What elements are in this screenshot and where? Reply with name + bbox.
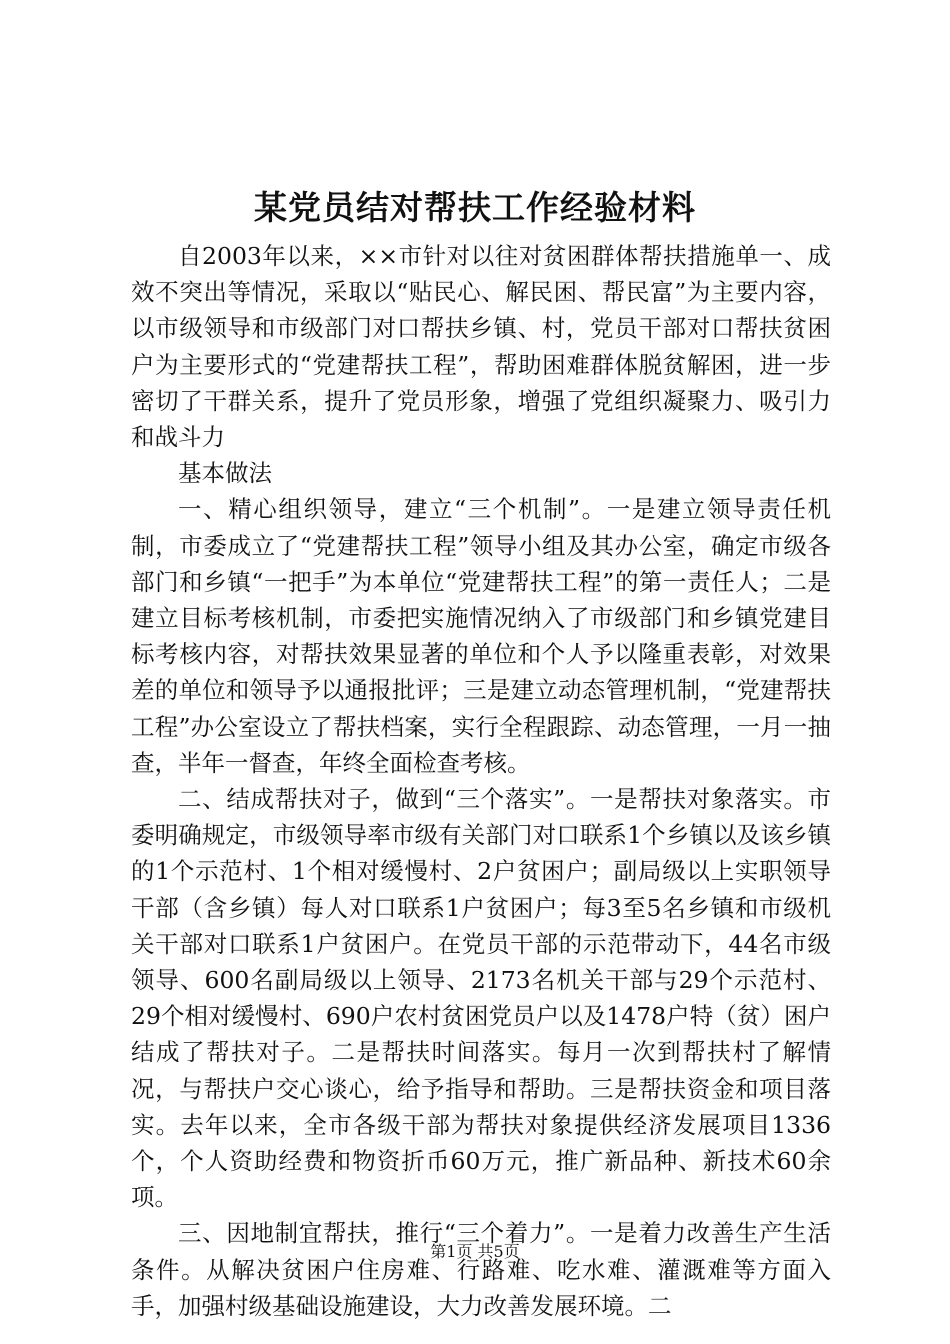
paragraph-heading-basic-methods: 基本做法 [178,459,272,488]
paragraph-section-3: 三、因地制宜帮扶，推行“三个着力”。一是着力改善生产生活条件。从解决贫困户住房难、行路难、吃水难、灌溉难等方面入手，加强村级基础设施建设，大力改善发展环境。二 [131,1219,831,1320]
paragraph-section-2: 二、结成帮扶对子，做到“三个落实”。一是帮扶对象落实。市委明确规定，市级领导率市级有关部门对口联系1个乡镇以及该乡镇的1个示范村、1个相对缓慢村、2户贫困户；副局级以上实职领导干部（含乡镇）每人对口联系1户贫困户；每3至5名乡镇和市级机关干部对口联系1户贫困户。在党员干部的示范带动下，44名市级领导、600名副局级以上领导、2173名机关干部与29个示范村、29个相对缓慢村、690户农村贫困党员户以及1478户特（贫）困户结成了帮扶对子。二是帮扶时间落实。每月一次到帮扶村了解情况，与帮扶户交心谈心，给予指导和帮助。三是帮扶资金和项目落实。去年以来，全市各级干部为帮扶对象提供经济发展项目1336个，个人资助经费和物资折币60万元，推广新品种、新技术60余项。 [131,785,831,1212]
paragraph-intro: 自2003年以来，××市针对以往对贫困群体帮扶措施单一、成效不突出等情况，采取以“贴民心、解民困、帮民富”为主要内容，以市级领导和市级部门对口帮扶乡镇、村，党员干部对口帮扶贫困户为主要形式的“党建帮扶工程”，帮助困难群体脱贫解困，进一步密切了干群关系，提升了党员形象，增强了党组织凝聚力、吸引力和战斗力 [131,242,831,452]
document-body [131,238,831,1324]
page-number-footer: 第1页 共5页 [430,1242,520,1261]
document-title: 某党员结对帮扶工作经验材料 [254,188,696,227]
paragraph-section-1: 一、精心组织领导，建立“三个机制”。一是建立领导责任机制，市委成立了“党建帮扶工程”领导小组及其办公室，确定市级各部门和乡镇“一把手”为本单位“党建帮扶工程”的第一责任人；二是建立目标考核机制，市委把实施情况纳入了市级部门和乡镇党建目标考核内容，对帮扶效果显著的单位和个人予以隆重表彰，对效果差的单位和领导予以通报批评；三是建立动态管理机制，“党建帮扶工程”办公室设立了帮扶档案，实行全程跟踪、动态管理，一月一抽查，半年一督查，年终全面检查考核。 [131,495,831,777]
